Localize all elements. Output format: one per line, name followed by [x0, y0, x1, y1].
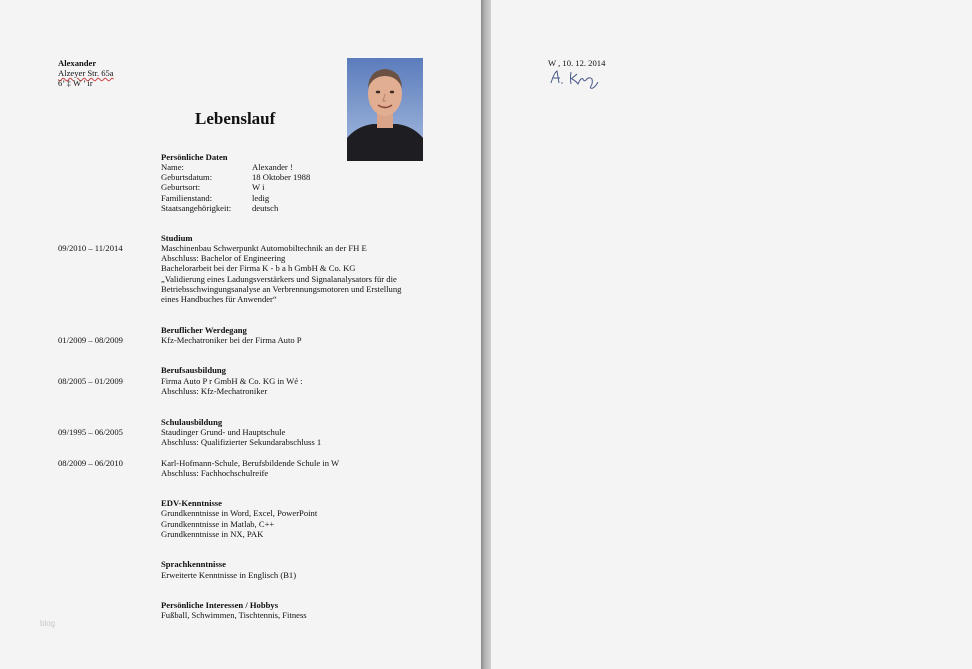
applicant-name: Alexander — [58, 58, 97, 68]
ausbildung-line: Firma Auto P r GmbH & Co. KG in Wé : — [161, 376, 303, 386]
applicant-photo — [347, 58, 423, 161]
date-line: W , 10. 12. 2014 — [548, 58, 606, 68]
personal-label: Geburtsdatum: — [161, 172, 213, 182]
watermark: blog — [40, 619, 56, 628]
section-heading-beruf: Beruflicher Werdegang — [161, 325, 247, 335]
personal-value: deutsch — [252, 203, 279, 213]
studium-line: Betriebsschwingungsanalyse an Verbrennungsmotoren und Erstellung — [161, 284, 402, 294]
portrait-image — [347, 58, 423, 161]
section-heading-personal: Persönliche Daten — [161, 152, 228, 162]
period-ausbildung: 08/2005 – 01/2009 — [58, 376, 123, 386]
studium-line: „Validierung eines Ladungsverstärkers und Signalanalysators für die — [161, 274, 397, 284]
interessen-line: Fußball, Schwimmen, Tischtennis, Fitness — [161, 610, 307, 620]
schule-line: Abschluss: Fachhochschulreife — [161, 468, 269, 478]
personal-label: Geburtsort: — [161, 182, 201, 192]
period-studium: 09/2010 – 11/2014 — [58, 243, 123, 253]
schule-line: Abschluss: Qualifizierter Sekundarabschluss 1 — [161, 437, 322, 447]
schule-line: Karl-Hofmann-Schule, Berufsbildende Schule in W — [161, 458, 340, 468]
signature — [549, 69, 605, 96]
studium-line: Bachelorarbeit bei der Firma K - b a h GmbH & Co. KG — [161, 263, 356, 273]
cv-page — [0, 0, 481, 669]
beruf-line: Kfz-Mechatroniker bei der Firma Auto P — [161, 335, 302, 345]
signature-image — [549, 69, 605, 91]
period-schule: 09/1995 – 06/2005 — [58, 427, 123, 437]
edv-line: Grundkenntnisse in Matlab, C++ — [161, 519, 275, 529]
studium-line: eines Handbuches für Anwender“ — [161, 294, 277, 304]
section-heading-sprachen: Sprachkenntnisse — [161, 559, 226, 569]
section-heading-interessen: Persönliche Interessen / Hobbys — [161, 600, 279, 610]
period-beruf: 01/2009 – 08/2009 — [58, 335, 123, 345]
personal-label: Familienstand: — [161, 193, 213, 203]
section-heading-studium: Studium — [161, 233, 193, 243]
personal-label: Name: — [161, 162, 184, 172]
section-heading-edv: EDV-Kenntnisse — [161, 498, 222, 508]
personal-value: ledig — [252, 193, 270, 203]
applicant-street: Alzeyer Str. 65a — [58, 68, 114, 78]
period-schule: 08/2009 – 06/2010 — [58, 458, 123, 468]
personal-value: W i — [252, 182, 265, 192]
studium-line: Maschinenbau Schwerpunkt Automobiltechnik an der FH E — [161, 243, 367, 253]
second-page — [491, 0, 972, 669]
ausbildung-line: Abschluss: Kfz-Mechatroniker — [161, 386, 268, 396]
personal-value: 18 Oktober 1988 — [252, 172, 311, 182]
studium-line: Abschluss: Bachelor of Engineering — [161, 253, 286, 263]
applicant-city: 6’ ‡ W ’ ir — [58, 78, 93, 88]
edv-line: Grundkenntnisse in NX, PAK — [161, 529, 264, 539]
personal-label: Staatsangehörigkeit: — [161, 203, 232, 213]
sprachen-line: Erweiterte Kenntnisse in Englisch (B1) — [161, 570, 297, 580]
edv-line: Grundkenntnisse in Word, Excel, PowerPoint — [161, 508, 318, 518]
section-heading-schule: Schulausbildung — [161, 417, 223, 427]
page-title: Lebenslauf — [195, 109, 276, 128]
page-gutter — [481, 0, 491, 669]
schule-line: Staudinger Grund- und Hauptschule — [161, 427, 286, 437]
personal-value: Alexander ! — [252, 162, 293, 172]
section-heading-ausbildung: Berufsausbildung — [161, 365, 226, 375]
